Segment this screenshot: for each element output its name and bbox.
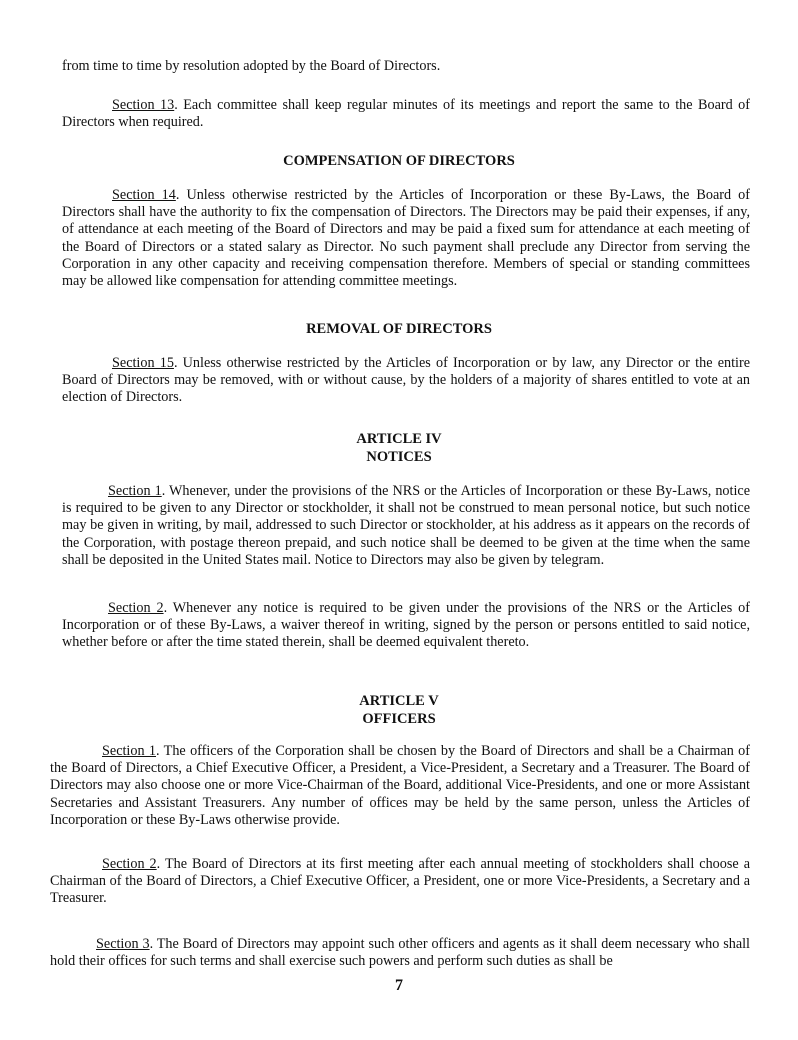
- article-4-section-1-label: Section 1: [108, 483, 162, 499]
- article-5-section-3-label: Section 3: [96, 936, 150, 952]
- article-5-section-1-paragraph: [50, 743, 750, 829]
- section-14-text: . Unless otherwise restricted by the Articles of Incorporation or these By-Laws, the Board of Directors shall have the authority to fix the compensation of Directors. The Directors may be paid their expenses, if any, of attendance at each meeting of the Board of Directors and may be paid a fixed sum for attendance at each meeting of the Board of Directors or a stated salary as Director. No such payment shall preclude any Director from serving the Corporation in any other capacity and receiving compensation therefore. Members of special or standing committees may be allowed like compensation for attending committee meetings.: [62, 187, 750, 290]
- article-5-section-2-text: . The Board of Directors at its first meeting after each annual meeting of stockholders shall choose a Chairman of the Board of Directors, a Chief Executive Officer, a President, one or more Vice-Presidents, a Secretary and a Treasurer.: [50, 856, 750, 907]
- section-15-text: . Unless otherwise restricted by the Articles of Incorporation or by law, any Director or the entire Board of Directors may be removed, with or without cause, by the holders of a majority of shares entitled to vote at an election of Directors.: [62, 355, 750, 406]
- section-15-label: Section 15: [112, 355, 174, 371]
- section-13-paragraph: [62, 97, 750, 131]
- article-4-title: ARTICLE IV: [356, 431, 442, 447]
- article-5-section-1-text: . The officers of the Corporation shall be chosen by the Board of Directors and shall be a Chairman of the Board of Directors, a Chief Executive Officer, a President, a Vice-President, a Secretary and a Treasurer. The Board of Directors may also choose one or more Vice-Chairman of the Board, additional Vice-Presidents, and one or more Assistant Secretaries and Assistant Treasurers. Any number of offices may be held by the same person, unless the Articles of Incorporation or these By-Laws otherwise provide.: [50, 743, 750, 828]
- article-5-title: ARTICLE V: [359, 693, 439, 709]
- article-5-section-2-paragraph: [50, 856, 750, 908]
- section-13-label: Section 13: [112, 97, 175, 113]
- article-4-subtitle: NOTICES: [366, 449, 432, 465]
- heading-removal-of-directors: REMOVAL OF DIRECTORS: [306, 321, 492, 337]
- article-5-section-3-paragraph: [50, 936, 750, 970]
- article-4-section-2-label: Section 2: [108, 600, 164, 616]
- section-14-label: Section 14: [112, 187, 176, 203]
- article-4-section-2-paragraph: [62, 600, 750, 652]
- article-5-subtitle: OFFICERS: [362, 711, 436, 727]
- page-number: 7: [395, 977, 403, 994]
- article-5-section-2-label: Section 2: [102, 856, 157, 872]
- section-14-paragraph: [62, 187, 750, 290]
- heading-compensation-of-directors: COMPENSATION OF DIRECTORS: [283, 153, 515, 169]
- article-5-section-1-label: Section 1: [102, 743, 157, 759]
- section-15-paragraph: [62, 355, 750, 407]
- article-5-section-3-text: . The Board of Directors may appoint such other officers and agents as it shall deem necessary who shall hold their offices for such terms and shall exercise such powers and perform such duties as shall be: [50, 936, 750, 970]
- article-4-section-1-paragraph: [62, 483, 750, 569]
- article-4-section-2-text: . Whenever any notice is required to be given under the provisions of the NRS or the Articles of Incorporation or of these By-Laws, a waiver thereof in writing, signed by the person or persons entitled to said notice, whether before or after the time stated therein, shall be deemed equivalent thereto.: [62, 600, 750, 651]
- continuation-text: from time to time by resolution adopted by the Board of Directors.: [62, 58, 441, 74]
- section-13-text: . Each committee shall keep regular minutes of its meetings and report the same to the Board of Directors when required.: [62, 97, 750, 131]
- article-4-section-1-text: . Whenever, under the provisions of the NRS or the Articles of Incorporation or these By-Laws, notice is required to be given to any Director or stockholder, it shall not be construed to mean personal notice, but such notice may be given in writing, by mail, addressed to such Director or stockholder, at his address as it appears on the records of the Corporation, with postage thereon prepaid, and such notice shall be deemed to be given at the time when the same shall be deposited in the United States mail. Notice to Directors may also be given by telegram.: [62, 483, 750, 568]
